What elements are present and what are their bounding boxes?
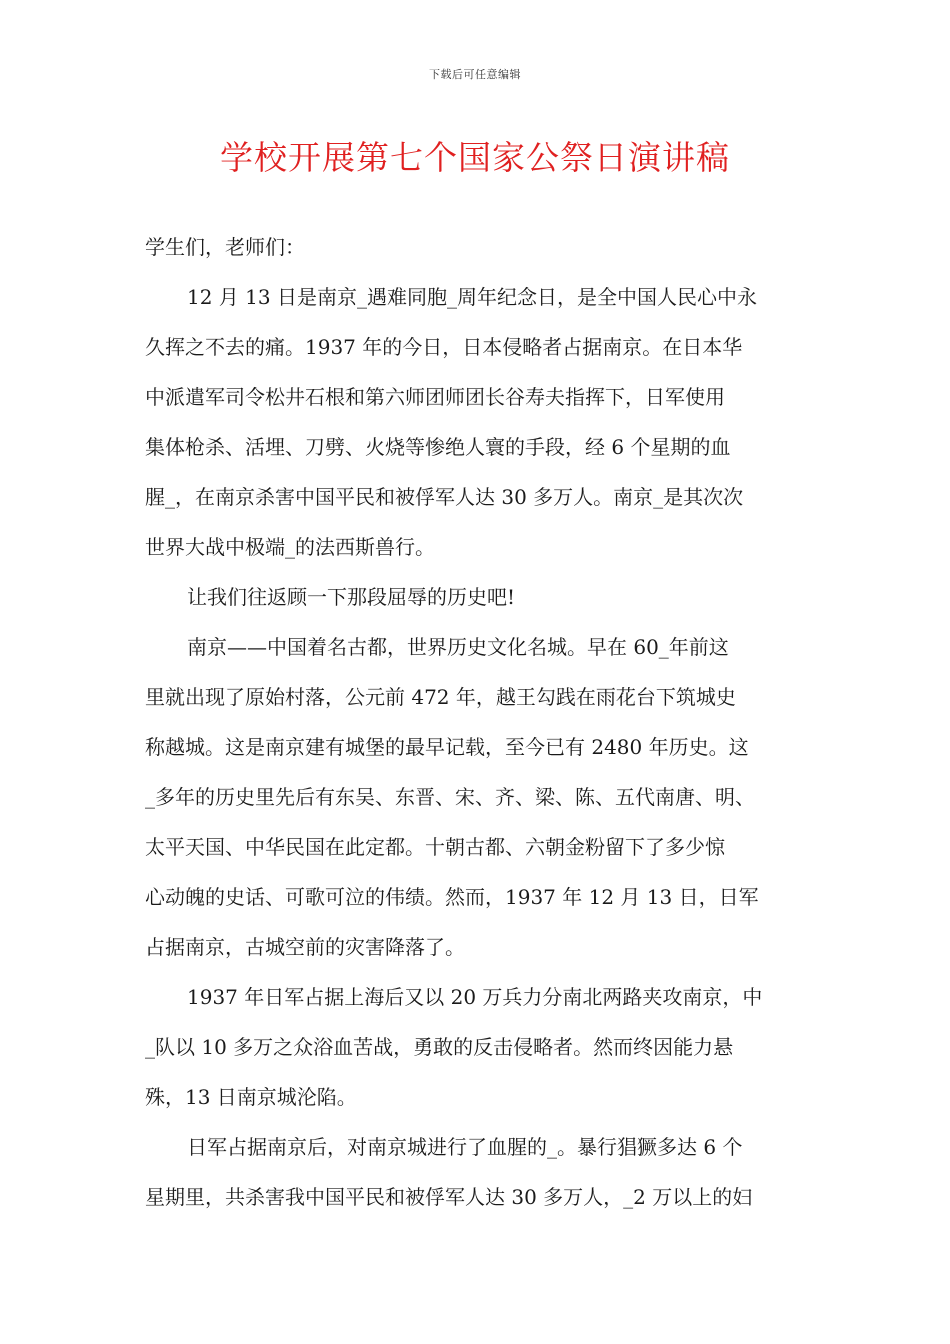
text-line: 日军占据南京后，对南京城进行了血腥的_。暴行猖獗多达 6 个 [187,1135,743,1159]
text-line: 让我们往返顾一下那段屈辱的历史吧! [187,585,516,609]
text-line: 殊，13 日南京城沦陷。 [145,1085,357,1109]
text-line: 12 月 13 日是南京_遇难同胞_周年纪念日，是全中国人民心中永 [187,285,757,309]
text-line: 占据南京，古城空前的灾害降落了。 [145,935,465,959]
paragraph-intro [145,272,825,572]
text-line: 世界大战中极端_的法西斯兽行。 [145,535,435,559]
text-line: 太平天国、中华民国在此定都。十朝古都、六朝金粉留下了多少惊 [145,835,725,859]
text-line: 里就出现了原始村落，公元前 472 年，越王勾践在雨花台下筑城史 [145,685,736,709]
text-line: _队以 10 多万之众浴血苦战，勇敢的反击侵略者。然而终因能力悬 [145,1035,734,1059]
text-line: 星期里，共杀害我中国平民和被俘军人达 30 多万人，_2 万以上的妇 [145,1185,753,1209]
text-line: 心动魄的史话、可歌可泣的伟绩。然而，1937 年 12 月 13 日，日军 [145,885,759,909]
text-line: _多年的历史里先后有东吴、东晋、宋、齐、梁、陈、五代南唐、明、 [145,785,755,809]
header-note: 下载后可任意编辑 [429,68,521,81]
text-line: 南京——中国着名古都，世界历史文化名城。早在 60_年前这 [187,635,729,659]
text-line: 称越城。这是南京建有城堡的最早记载，至今已有 2480 年历史。这 [145,735,749,759]
text-line: 1937 年日军占据上海后又以 20 万兵力分南北两路夹攻南京，中 [187,985,763,1009]
paragraph-history [145,622,825,972]
document-title: 学校开展第七个国家公祭日演讲稿 [220,138,730,177]
paragraph-atrocity [145,1122,825,1222]
paragraph-salutation [145,222,825,272]
paragraph-battle [145,972,825,1122]
text-line: 久挥之不去的痛。1937 年的今日，日本侵略者占据南京。在日本华 [145,335,743,359]
text-line: 中派遣军司令松井石根和第六师团师团长谷寿夫指挥下，日军使用 [145,385,725,409]
paragraph-review [145,572,825,622]
text-line: 学生们，老师们： [145,235,305,259]
text-line: 腥_，在南京杀害中国平民和被俘军人达 30 多万人。南京_是其次次 [145,485,744,509]
text-line: 集体枪杀、活埋、刀劈、火烧等惨绝人寰的手段，经 6 个星期的血 [145,435,731,459]
document-body [145,222,825,1222]
